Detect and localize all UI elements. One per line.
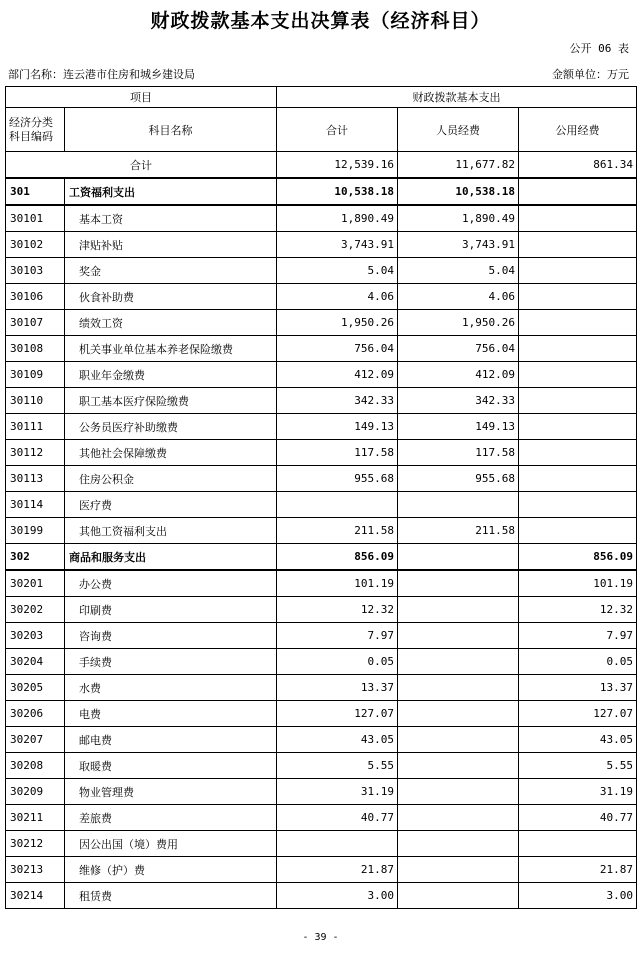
row-code: 30206 xyxy=(6,701,65,727)
header-project: 项目 xyxy=(6,87,277,108)
row-personnel xyxy=(398,597,519,623)
row-code: 30107 xyxy=(6,310,65,336)
row-name: 绩效工资 xyxy=(65,310,277,336)
row-personnel: 10,538.18 xyxy=(398,178,519,205)
row-code: 30199 xyxy=(6,518,65,544)
row-code: 30108 xyxy=(6,336,65,362)
row-name: 职工基本医疗保险缴费 xyxy=(65,388,277,414)
table-row xyxy=(6,883,637,909)
table-row xyxy=(6,649,637,675)
table-row xyxy=(6,492,637,518)
row-personnel xyxy=(398,544,519,571)
row-name: 医疗费 xyxy=(65,492,277,518)
row-public xyxy=(519,414,637,440)
row-public xyxy=(519,518,637,544)
header-code: 经济分类科目编码 xyxy=(6,108,65,152)
row-total: 43.05 xyxy=(277,727,398,753)
row-personnel xyxy=(398,753,519,779)
row-total: 0.05 xyxy=(277,649,398,675)
row-public xyxy=(519,388,637,414)
header-row-1 xyxy=(6,87,637,108)
row-personnel: 412.09 xyxy=(398,362,519,388)
header-name: 科目名称 xyxy=(65,108,277,152)
row-public: 7.97 xyxy=(519,623,637,649)
row-personnel xyxy=(398,883,519,909)
row-total: 5.04 xyxy=(277,258,398,284)
row-public xyxy=(519,831,637,857)
row-name: 电费 xyxy=(65,701,277,727)
table-number: 公开 06 表 xyxy=(569,42,629,55)
row-public: 856.09 xyxy=(519,544,637,571)
row-code: 30207 xyxy=(6,727,65,753)
row-total: 1,950.26 xyxy=(277,310,398,336)
row-name: 差旅费 xyxy=(65,805,277,831)
table-row xyxy=(6,440,637,466)
row-personnel xyxy=(398,701,519,727)
row-total: 211.58 xyxy=(277,518,398,544)
row-personnel xyxy=(398,831,519,857)
table-row xyxy=(6,727,637,753)
row-name: 取暖费 xyxy=(65,753,277,779)
row-code: 30109 xyxy=(6,362,65,388)
row-total: 955.68 xyxy=(277,466,398,492)
table-row xyxy=(6,388,637,414)
row-personnel: 149.13 xyxy=(398,414,519,440)
row-public xyxy=(519,440,637,466)
row-code: 30114 xyxy=(6,492,65,518)
row-name: 职业年金缴费 xyxy=(65,362,277,388)
row-personnel xyxy=(398,492,519,518)
table-row xyxy=(6,544,637,571)
header-total: 合计 xyxy=(277,108,398,152)
row-code: 30209 xyxy=(6,779,65,805)
table-row xyxy=(6,336,637,362)
row-total: 31.19 xyxy=(277,779,398,805)
row-total: 127.07 xyxy=(277,701,398,727)
row-personnel: 1,890.49 xyxy=(398,205,519,232)
row-personnel xyxy=(398,805,519,831)
row-code: 30111 xyxy=(6,414,65,440)
row-personnel: 4.06 xyxy=(398,284,519,310)
row-personnel xyxy=(398,779,519,805)
table-row xyxy=(6,310,637,336)
row-personnel xyxy=(398,570,519,597)
row-code: 30211 xyxy=(6,805,65,831)
row-public xyxy=(519,466,637,492)
row-personnel: 211.58 xyxy=(398,518,519,544)
row-total: 10,538.18 xyxy=(277,178,398,205)
table-row xyxy=(6,805,637,831)
row-public: 5.55 xyxy=(519,753,637,779)
header-personnel: 人员经费 xyxy=(398,108,519,152)
table-row xyxy=(6,205,637,232)
row-total: 12.32 xyxy=(277,597,398,623)
row-total: 342.33 xyxy=(277,388,398,414)
header-funds: 财政拨款基本支出 xyxy=(277,87,637,108)
row-personnel xyxy=(398,675,519,701)
row-name: 维修（护）费 xyxy=(65,857,277,883)
row-total: 7.97 xyxy=(277,623,398,649)
row-personnel xyxy=(398,649,519,675)
row-name: 咨询费 xyxy=(65,623,277,649)
row-name: 基本工资 xyxy=(65,205,277,232)
row-public xyxy=(519,362,637,388)
row-code: 30214 xyxy=(6,883,65,909)
row-code: 30202 xyxy=(6,597,65,623)
page-title: 财政拨款基本支出决算表（经济科目） xyxy=(150,10,491,32)
row-name: 机关事业单位基本养老保险缴费 xyxy=(65,336,277,362)
table-row xyxy=(6,597,637,623)
row-code: 30113 xyxy=(6,466,65,492)
row-public xyxy=(519,205,637,232)
page-number: - 39 - xyxy=(302,932,339,943)
row-code: 30204 xyxy=(6,649,65,675)
row-total: 40.77 xyxy=(277,805,398,831)
row-code: 30201 xyxy=(6,570,65,597)
row-code: 30112 xyxy=(6,440,65,466)
row-name: 租赁费 xyxy=(65,883,277,909)
table-row xyxy=(6,753,637,779)
row-public: 21.87 xyxy=(519,857,637,883)
row-name: 其他工资福利支出 xyxy=(65,518,277,544)
row-public xyxy=(519,258,637,284)
row-name: 商品和服务支出 xyxy=(65,544,277,571)
row-code: 30103 xyxy=(6,258,65,284)
row-public: 40.77 xyxy=(519,805,637,831)
row-code: 30212 xyxy=(6,831,65,857)
row-personnel: 3,743.91 xyxy=(398,232,519,258)
row-total: 412.09 xyxy=(277,362,398,388)
row-code: 30106 xyxy=(6,284,65,310)
row-total: 1,890.49 xyxy=(277,205,398,232)
row-public xyxy=(519,232,637,258)
total-personnel: 11,677.82 xyxy=(398,152,519,179)
table-row xyxy=(6,831,637,857)
table-row xyxy=(6,362,637,388)
row-personnel: 955.68 xyxy=(398,466,519,492)
row-code: 30208 xyxy=(6,753,65,779)
row-total: 4.06 xyxy=(277,284,398,310)
row-public: 43.05 xyxy=(519,727,637,753)
row-public: 0.05 xyxy=(519,649,637,675)
row-total: 3,743.91 xyxy=(277,232,398,258)
row-personnel xyxy=(398,623,519,649)
row-name: 津贴补贴 xyxy=(65,232,277,258)
row-code: 30203 xyxy=(6,623,65,649)
total-public: 861.34 xyxy=(519,152,637,179)
row-code: 301 xyxy=(6,178,65,205)
row-name: 住房公积金 xyxy=(65,466,277,492)
row-public xyxy=(519,178,637,205)
row-name: 邮电费 xyxy=(65,727,277,753)
header-row-2 xyxy=(6,108,637,152)
table-row xyxy=(6,623,637,649)
row-total: 101.19 xyxy=(277,570,398,597)
row-personnel: 5.04 xyxy=(398,258,519,284)
row-name: 印刷费 xyxy=(65,597,277,623)
department-name: 部门名称：连云港市住房和城乡建设局 xyxy=(8,68,195,81)
row-code: 302 xyxy=(6,544,65,571)
row-total: 856.09 xyxy=(277,544,398,571)
row-name: 水费 xyxy=(65,675,277,701)
row-total: 756.04 xyxy=(277,336,398,362)
row-personnel: 117.58 xyxy=(398,440,519,466)
header-public: 公用经费 xyxy=(519,108,637,152)
row-personnel xyxy=(398,857,519,883)
row-name: 其他社会保障缴费 xyxy=(65,440,277,466)
row-code: 30102 xyxy=(6,232,65,258)
row-public: 12.32 xyxy=(519,597,637,623)
table-row xyxy=(6,466,637,492)
table-row xyxy=(6,518,637,544)
table-row xyxy=(6,857,637,883)
table-row xyxy=(6,701,637,727)
row-personnel: 756.04 xyxy=(398,336,519,362)
row-public xyxy=(519,492,637,518)
row-total: 117.58 xyxy=(277,440,398,466)
table-row xyxy=(6,570,637,597)
table-row xyxy=(6,284,637,310)
row-code: 30213 xyxy=(6,857,65,883)
total-row xyxy=(6,152,637,179)
table-row xyxy=(6,232,637,258)
row-code: 30101 xyxy=(6,205,65,232)
row-total: 149.13 xyxy=(277,414,398,440)
row-public: 127.07 xyxy=(519,701,637,727)
row-public: 3.00 xyxy=(519,883,637,909)
table-row xyxy=(6,779,637,805)
row-public xyxy=(519,336,637,362)
row-public xyxy=(519,284,637,310)
row-public: 31.19 xyxy=(519,779,637,805)
row-name: 公务员医疗补助缴费 xyxy=(65,414,277,440)
row-total: 21.87 xyxy=(277,857,398,883)
total-label: 合计 xyxy=(6,152,277,179)
row-name: 手续费 xyxy=(65,649,277,675)
row-name: 奖金 xyxy=(65,258,277,284)
table-row xyxy=(6,675,637,701)
expenditure-table xyxy=(5,86,637,909)
row-name: 办公费 xyxy=(65,570,277,597)
row-total xyxy=(277,831,398,857)
row-name: 伙食补助费 xyxy=(65,284,277,310)
table-row xyxy=(6,414,637,440)
row-total xyxy=(277,492,398,518)
row-name: 物业管理费 xyxy=(65,779,277,805)
row-personnel: 342.33 xyxy=(398,388,519,414)
row-total: 3.00 xyxy=(277,883,398,909)
table-row xyxy=(6,258,637,284)
total-total: 12,539.16 xyxy=(277,152,398,179)
row-total: 13.37 xyxy=(277,675,398,701)
row-public: 101.19 xyxy=(519,570,637,597)
row-code: 30110 xyxy=(6,388,65,414)
row-public: 13.37 xyxy=(519,675,637,701)
table-row xyxy=(6,178,637,205)
amount-unit: 金额单位：万元 xyxy=(552,68,629,81)
row-name: 工资福利支出 xyxy=(65,178,277,205)
row-personnel xyxy=(398,727,519,753)
row-public xyxy=(519,310,637,336)
row-code: 30205 xyxy=(6,675,65,701)
row-name: 因公出国（境）费用 xyxy=(65,831,277,857)
row-personnel: 1,950.26 xyxy=(398,310,519,336)
row-total: 5.55 xyxy=(277,753,398,779)
